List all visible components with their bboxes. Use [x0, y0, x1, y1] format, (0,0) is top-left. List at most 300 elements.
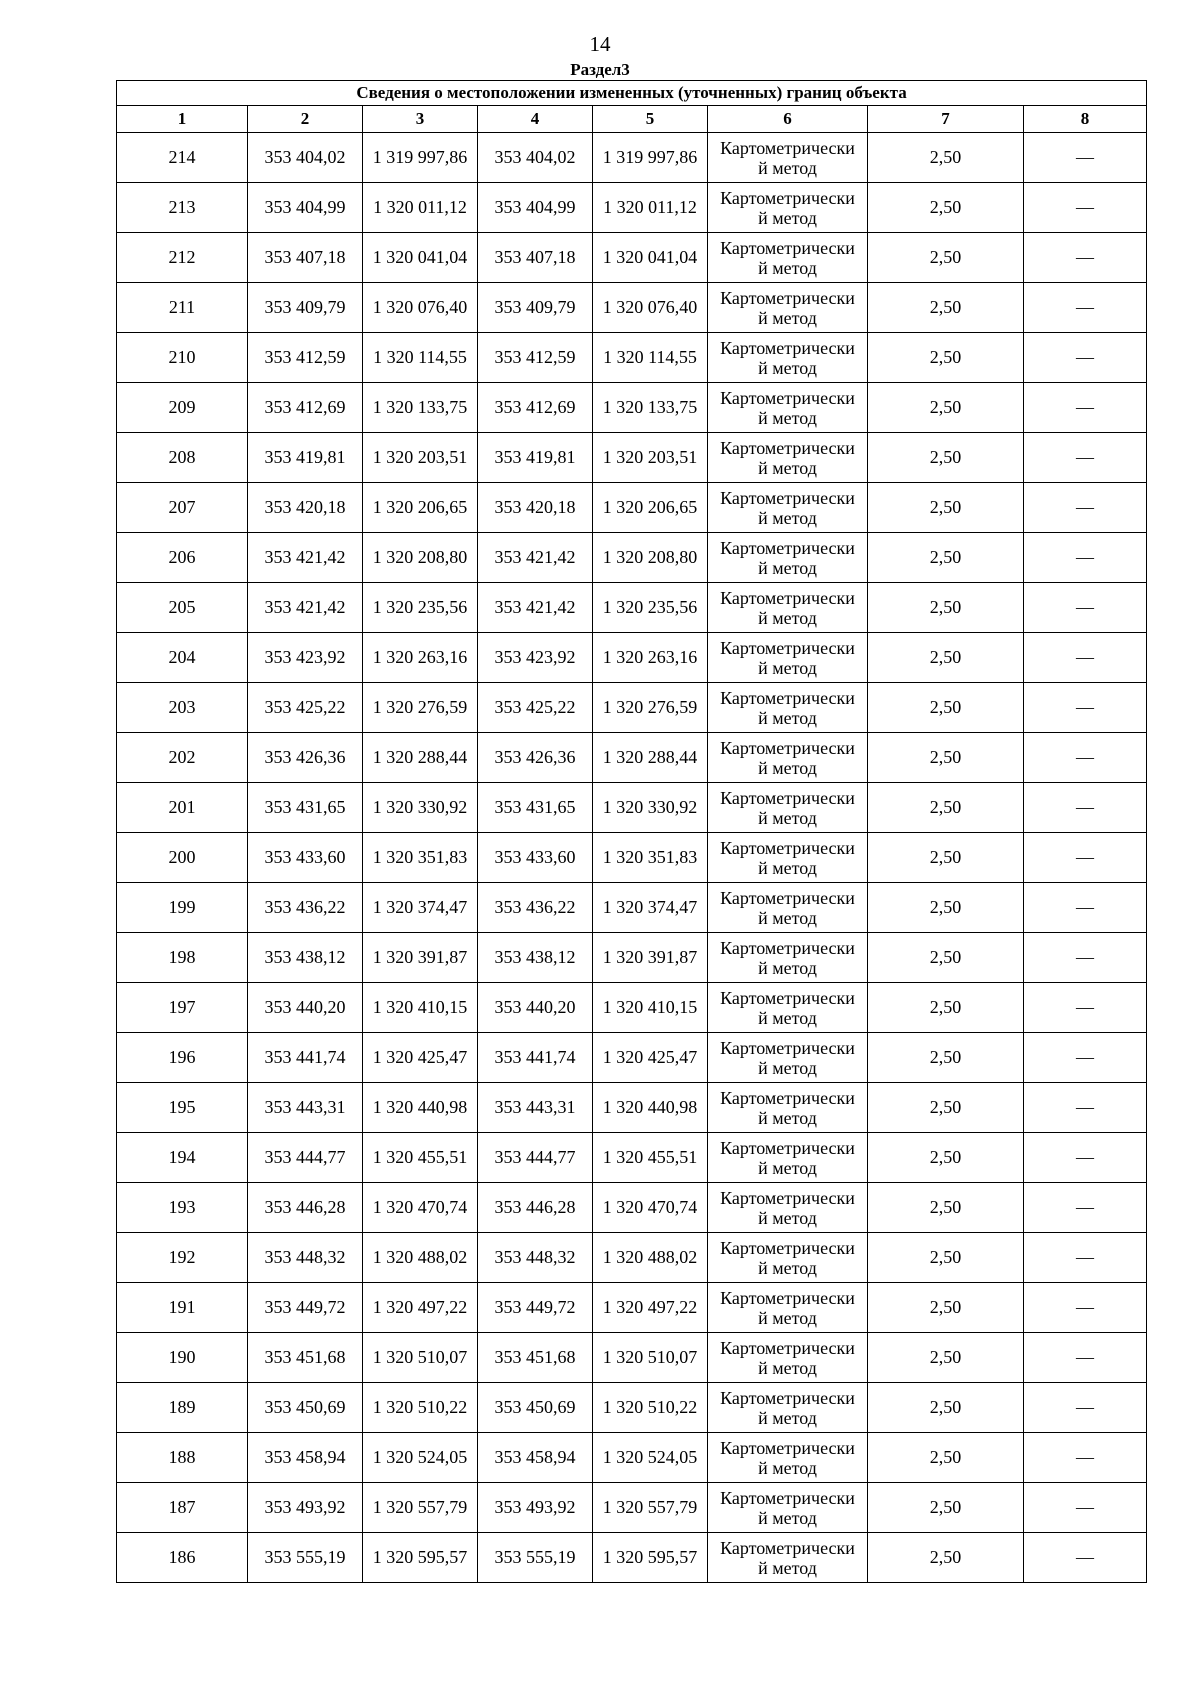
cell-y-new: 1 320 114,55 — [593, 333, 708, 383]
column-header: 3 — [363, 106, 478, 133]
cell-y-new: 1 319 997,86 — [593, 133, 708, 183]
cell-dash: — — [1024, 483, 1147, 533]
cell-x-new: 353 412,59 — [478, 333, 593, 383]
cell-y-new: 1 320 497,22 — [593, 1283, 708, 1333]
cell-method — [708, 483, 868, 533]
cell-y-old: 1 320 374,47 — [363, 883, 478, 933]
cell-y-new: 1 320 288,44 — [593, 733, 708, 783]
method-line-2: й метод — [758, 1107, 817, 1128]
cell-y-old: 1 320 206,65 — [363, 483, 478, 533]
cell-x-old: 353 448,32 — [248, 1233, 363, 1283]
cell-method — [708, 933, 868, 983]
method-line-2: й метод — [758, 407, 817, 428]
cell-dash: — — [1024, 733, 1147, 783]
table-row — [117, 1433, 1147, 1483]
cell-x-old: 353 441,74 — [248, 1033, 363, 1083]
method-line-1: Картометрически — [720, 737, 855, 758]
cell-y-old: 1 320 235,56 — [363, 583, 478, 633]
cell-method — [708, 1433, 868, 1483]
cell-y-new: 1 320 488,02 — [593, 1233, 708, 1283]
method-line-1: Картометрически — [720, 487, 855, 508]
cell-x-new: 353 449,72 — [478, 1283, 593, 1333]
cell-x-old: 353 421,42 — [248, 533, 363, 583]
cell-x-new: 353 409,79 — [478, 283, 593, 333]
cell-dash: — — [1024, 1033, 1147, 1083]
cell-accuracy: 2,50 — [868, 1183, 1024, 1233]
cell-point-number: 186 — [117, 1533, 248, 1583]
cell-y-old: 1 320 041,04 — [363, 233, 478, 283]
cell-x-old: 353 443,31 — [248, 1083, 363, 1133]
cell-accuracy: 2,50 — [868, 1383, 1024, 1433]
cell-y-new: 1 320 391,87 — [593, 933, 708, 983]
cell-accuracy: 2,50 — [868, 1133, 1024, 1183]
cell-method — [708, 1083, 868, 1133]
cell-method — [708, 1033, 868, 1083]
method-line-2: й метод — [758, 607, 817, 628]
cell-x-old: 353 446,28 — [248, 1183, 363, 1233]
cell-y-old: 1 320 440,98 — [363, 1083, 478, 1133]
table-row — [117, 1183, 1147, 1233]
cell-method — [708, 833, 868, 883]
table-title-row — [117, 81, 1147, 106]
table-row — [117, 533, 1147, 583]
method-line-2: й метод — [758, 357, 817, 378]
table-row — [117, 1383, 1147, 1433]
table-row — [117, 283, 1147, 333]
cell-method — [708, 683, 868, 733]
cell-x-new: 353 420,18 — [478, 483, 593, 533]
cell-y-old: 1 320 455,51 — [363, 1133, 478, 1183]
cell-x-new: 353 440,20 — [478, 983, 593, 1033]
cell-point-number: 210 — [117, 333, 248, 383]
method-line-2: й метод — [758, 457, 817, 478]
cell-accuracy: 2,50 — [868, 533, 1024, 583]
method-line-1: Картометрически — [720, 887, 855, 908]
cell-y-old: 1 320 011,12 — [363, 183, 478, 233]
cell-x-old: 353 440,20 — [248, 983, 363, 1033]
table-row — [117, 233, 1147, 283]
cell-dash: — — [1024, 633, 1147, 683]
cell-accuracy: 2,50 — [868, 633, 1024, 683]
cell-x-old: 353 404,02 — [248, 133, 363, 183]
cell-x-new: 353 421,42 — [478, 583, 593, 633]
cell-method — [708, 1183, 868, 1233]
cell-x-old: 353 421,42 — [248, 583, 363, 633]
column-header: 4 — [478, 106, 593, 133]
method-line-1: Картометрически — [720, 987, 855, 1008]
cell-point-number: 187 — [117, 1483, 248, 1533]
cell-x-new: 353 423,92 — [478, 633, 593, 683]
cell-dash: — — [1024, 233, 1147, 283]
cell-method — [708, 333, 868, 383]
cell-x-new: 353 444,77 — [478, 1133, 593, 1183]
cell-point-number: 196 — [117, 1033, 248, 1083]
method-line-2: й метод — [758, 1457, 817, 1478]
method-line-2: й метод — [758, 1157, 817, 1178]
cell-dash: — — [1024, 183, 1147, 233]
cell-method — [708, 1233, 868, 1283]
cell-point-number: 207 — [117, 483, 248, 533]
method-line-2: й метод — [758, 207, 817, 228]
cell-x-old: 353 425,22 — [248, 683, 363, 733]
method-line-2: й метод — [758, 707, 817, 728]
cell-x-new: 353 441,74 — [478, 1033, 593, 1083]
method-line-2: й метод — [758, 757, 817, 778]
cell-accuracy: 2,50 — [868, 383, 1024, 433]
cell-accuracy: 2,50 — [868, 483, 1024, 533]
method-line-2: й метод — [758, 657, 817, 678]
column-header: 8 — [1024, 106, 1147, 133]
cell-y-old: 1 319 997,86 — [363, 133, 478, 183]
method-line-2: й метод — [758, 507, 817, 528]
cell-point-number: 191 — [117, 1283, 248, 1333]
cell-dash: — — [1024, 933, 1147, 983]
cell-point-number: 203 — [117, 683, 248, 733]
table-row — [117, 1483, 1147, 1533]
method-line-1: Картометрически — [720, 1087, 855, 1108]
table-row — [117, 1333, 1147, 1383]
cell-point-number: 192 — [117, 1233, 248, 1283]
method-line-2: й метод — [758, 807, 817, 828]
method-line-1: Картометрически — [720, 537, 855, 558]
method-line-1: Картометрически — [720, 1237, 855, 1258]
cell-y-new: 1 320 203,51 — [593, 433, 708, 483]
method-line-1: Картометрически — [720, 387, 855, 408]
cell-y-new: 1 320 595,57 — [593, 1533, 708, 1583]
method-line-2: й метод — [758, 1307, 817, 1328]
cell-method — [708, 783, 868, 833]
cell-dash: — — [1024, 333, 1147, 383]
cell-method — [708, 233, 868, 283]
cell-accuracy: 2,50 — [868, 1483, 1024, 1533]
cell-point-number: 190 — [117, 1333, 248, 1383]
cell-x-old: 353 493,92 — [248, 1483, 363, 1533]
table-row — [117, 833, 1147, 883]
cell-y-new: 1 320 351,83 — [593, 833, 708, 883]
method-line-1: Картометрически — [720, 437, 855, 458]
cell-y-old: 1 320 330,92 — [363, 783, 478, 833]
cell-y-old: 1 320 203,51 — [363, 433, 478, 483]
cell-point-number: 199 — [117, 883, 248, 933]
table-row — [117, 1083, 1147, 1133]
cell-method — [708, 1483, 868, 1533]
method-line-1: Картометрически — [720, 687, 855, 708]
table-row — [117, 483, 1147, 533]
cell-dash: — — [1024, 1083, 1147, 1133]
cell-x-new: 353 419,81 — [478, 433, 593, 483]
method-line-1: Картометрически — [720, 1287, 855, 1308]
method-line-2: й метод — [758, 1207, 817, 1228]
cell-accuracy: 2,50 — [868, 983, 1024, 1033]
cell-accuracy: 2,50 — [868, 1083, 1024, 1133]
cell-x-old: 353 438,12 — [248, 933, 363, 983]
cell-x-new: 353 431,65 — [478, 783, 593, 833]
cell-method — [708, 1283, 868, 1333]
column-header: 1 — [117, 106, 248, 133]
table-row — [117, 883, 1147, 933]
cell-y-new: 1 320 510,22 — [593, 1383, 708, 1433]
cell-y-new: 1 320 510,07 — [593, 1333, 708, 1383]
cell-y-new: 1 320 557,79 — [593, 1483, 708, 1533]
cell-accuracy: 2,50 — [868, 933, 1024, 983]
cell-x-new: 353 448,32 — [478, 1233, 593, 1283]
cell-x-old: 353 451,68 — [248, 1333, 363, 1383]
cell-x-old: 353 433,60 — [248, 833, 363, 883]
table-row — [117, 1133, 1147, 1183]
cell-method — [708, 533, 868, 583]
cell-method — [708, 883, 868, 933]
cell-x-new: 353 404,99 — [478, 183, 593, 233]
cell-dash: — — [1024, 583, 1147, 633]
cell-x-new: 353 425,22 — [478, 683, 593, 733]
table-row — [117, 983, 1147, 1033]
cell-method — [708, 133, 868, 183]
cell-accuracy: 2,50 — [868, 233, 1024, 283]
cell-accuracy: 2,50 — [868, 183, 1024, 233]
cell-x-new: 353 555,19 — [478, 1533, 593, 1583]
method-line-2: й метод — [758, 257, 817, 278]
cell-dash: — — [1024, 983, 1147, 1033]
table-title: Сведения о местоположении измененных (уточненных) границ объекта — [117, 81, 1147, 106]
cell-y-old: 1 320 425,47 — [363, 1033, 478, 1083]
cell-x-new: 353 404,02 — [478, 133, 593, 183]
cell-x-old: 353 420,18 — [248, 483, 363, 533]
cell-x-new: 353 493,92 — [478, 1483, 593, 1533]
cell-y-new: 1 320 410,15 — [593, 983, 708, 1033]
cell-dash: — — [1024, 1283, 1147, 1333]
cell-y-new: 1 320 276,59 — [593, 683, 708, 733]
cell-accuracy: 2,50 — [868, 333, 1024, 383]
cell-x-old: 353 404,99 — [248, 183, 363, 233]
cell-dash: — — [1024, 283, 1147, 333]
table-row — [117, 933, 1147, 983]
cell-y-old: 1 320 076,40 — [363, 283, 478, 333]
table-row — [117, 633, 1147, 683]
method-line-1: Картометрически — [720, 1437, 855, 1458]
cell-dash: — — [1024, 783, 1147, 833]
column-header: 6 — [708, 106, 868, 133]
cell-y-new: 1 320 208,80 — [593, 533, 708, 583]
table-row — [117, 733, 1147, 783]
cell-point-number: 194 — [117, 1133, 248, 1183]
cell-y-old: 1 320 497,22 — [363, 1283, 478, 1333]
cell-y-old: 1 320 410,15 — [363, 983, 478, 1033]
cell-x-old: 353 555,19 — [248, 1533, 363, 1583]
cell-x-new: 353 446,28 — [478, 1183, 593, 1233]
cell-accuracy: 2,50 — [868, 683, 1024, 733]
cell-dash: — — [1024, 383, 1147, 433]
method-line-2: й метод — [758, 1257, 817, 1278]
cell-accuracy: 2,50 — [868, 1033, 1024, 1083]
cell-point-number: 193 — [117, 1183, 248, 1233]
method-line-2: й метод — [758, 557, 817, 578]
cell-dash: — — [1024, 1433, 1147, 1483]
table-header-row — [117, 106, 1147, 133]
table-row — [117, 333, 1147, 383]
cell-x-old: 353 419,81 — [248, 433, 363, 483]
cell-x-old: 353 412,69 — [248, 383, 363, 433]
cell-dash: — — [1024, 1133, 1147, 1183]
cell-y-new: 1 320 425,47 — [593, 1033, 708, 1083]
cell-x-old: 353 407,18 — [248, 233, 363, 283]
cell-point-number: 201 — [117, 783, 248, 833]
cell-x-new: 353 458,94 — [478, 1433, 593, 1483]
cell-method — [708, 1383, 868, 1433]
cell-accuracy: 2,50 — [868, 283, 1024, 333]
cell-x-new: 353 450,69 — [478, 1383, 593, 1433]
cell-method — [708, 283, 868, 333]
cell-point-number: 200 — [117, 833, 248, 883]
cell-y-old: 1 320 288,44 — [363, 733, 478, 783]
cell-dash: — — [1024, 1183, 1147, 1233]
method-line-1: Картометрически — [720, 1137, 855, 1158]
cell-dash: — — [1024, 133, 1147, 183]
cell-x-new: 353 426,36 — [478, 733, 593, 783]
method-line-2: й метод — [758, 957, 817, 978]
cell-dash: — — [1024, 1483, 1147, 1533]
method-line-2: й метод — [758, 1057, 817, 1078]
cell-point-number: 188 — [117, 1433, 248, 1483]
cell-dash: — — [1024, 833, 1147, 883]
cell-point-number: 211 — [117, 283, 248, 333]
method-line-1: Картометрически — [720, 1337, 855, 1358]
cell-y-old: 1 320 524,05 — [363, 1433, 478, 1483]
cell-y-new: 1 320 041,04 — [593, 233, 708, 283]
cell-accuracy: 2,50 — [868, 783, 1024, 833]
cell-method — [708, 733, 868, 783]
cell-y-old: 1 320 488,02 — [363, 1233, 478, 1283]
cell-accuracy: 2,50 — [868, 1233, 1024, 1283]
cell-x-new: 353 412,69 — [478, 383, 593, 433]
cell-y-new: 1 320 263,16 — [593, 633, 708, 683]
page-number: 14 — [589, 32, 611, 56]
table-row — [117, 433, 1147, 483]
cell-method — [708, 1333, 868, 1383]
method-line-1: Картометрически — [720, 587, 855, 608]
cell-x-old: 353 449,72 — [248, 1283, 363, 1333]
cell-dash: — — [1024, 1233, 1147, 1283]
method-line-2: й метод — [758, 307, 817, 328]
cell-point-number: 204 — [117, 633, 248, 683]
cell-y-new: 1 320 374,47 — [593, 883, 708, 933]
section-title: Раздел3 — [570, 60, 630, 79]
cell-point-number: 206 — [117, 533, 248, 583]
method-line-2: й метод — [758, 1507, 817, 1528]
method-line-1: Картометрически — [720, 237, 855, 258]
method-line-1: Картометрически — [720, 1387, 855, 1408]
cell-dash: — — [1024, 883, 1147, 933]
method-line-2: й метод — [758, 1557, 817, 1578]
method-line-2: й метод — [758, 157, 817, 178]
cell-y-old: 1 320 208,80 — [363, 533, 478, 583]
cell-method — [708, 1533, 868, 1583]
cell-accuracy: 2,50 — [868, 1333, 1024, 1383]
cell-y-new: 1 320 330,92 — [593, 783, 708, 833]
cell-x-new: 353 451,68 — [478, 1333, 593, 1383]
cell-x-new: 353 443,31 — [478, 1083, 593, 1133]
cell-point-number: 195 — [117, 1083, 248, 1133]
cell-y-new: 1 320 440,98 — [593, 1083, 708, 1133]
cell-y-old: 1 320 470,74 — [363, 1183, 478, 1233]
table-row — [117, 583, 1147, 633]
method-line-1: Картометрически — [720, 637, 855, 658]
cell-dash: — — [1024, 433, 1147, 483]
cell-point-number: 209 — [117, 383, 248, 433]
method-line-1: Картометрически — [720, 1487, 855, 1508]
table-row — [117, 1533, 1147, 1583]
cell-x-new: 353 436,22 — [478, 883, 593, 933]
column-header: 7 — [868, 106, 1024, 133]
method-line-1: Картометрически — [720, 337, 855, 358]
cell-y-new: 1 320 455,51 — [593, 1133, 708, 1183]
cell-accuracy: 2,50 — [868, 1533, 1024, 1583]
cell-y-new: 1 320 133,75 — [593, 383, 708, 433]
cell-x-old: 353 423,92 — [248, 633, 363, 683]
column-header: 5 — [593, 106, 708, 133]
cell-x-old: 353 458,94 — [248, 1433, 363, 1483]
cell-point-number: 198 — [117, 933, 248, 983]
cell-y-new: 1 320 076,40 — [593, 283, 708, 333]
cell-point-number: 208 — [117, 433, 248, 483]
cell-x-new: 353 407,18 — [478, 233, 593, 283]
cell-x-old: 353 409,79 — [248, 283, 363, 333]
cell-x-new: 353 438,12 — [478, 933, 593, 983]
method-line-1: Картометрически — [720, 187, 855, 208]
cell-accuracy: 2,50 — [868, 433, 1024, 483]
cell-x-old: 353 436,22 — [248, 883, 363, 933]
cell-y-new: 1 320 235,56 — [593, 583, 708, 633]
cell-method — [708, 383, 868, 433]
table-row — [117, 133, 1147, 183]
cell-method — [708, 983, 868, 1033]
method-line-1: Картометрически — [720, 137, 855, 158]
cell-method — [708, 183, 868, 233]
cell-y-old: 1 320 557,79 — [363, 1483, 478, 1533]
cell-dash: — — [1024, 533, 1147, 583]
cell-point-number: 197 — [117, 983, 248, 1033]
cell-x-new: 353 433,60 — [478, 833, 593, 883]
table-row — [117, 783, 1147, 833]
cell-method — [708, 433, 868, 483]
column-header: 2 — [248, 106, 363, 133]
cell-y-old: 1 320 114,55 — [363, 333, 478, 383]
method-line-1: Картометрически — [720, 787, 855, 808]
cell-y-new: 1 320 524,05 — [593, 1433, 708, 1483]
coordinates-table — [116, 80, 1147, 1583]
cell-x-old: 353 450,69 — [248, 1383, 363, 1433]
cell-x-old: 353 431,65 — [248, 783, 363, 833]
cell-accuracy: 2,50 — [868, 833, 1024, 883]
cell-accuracy: 2,50 — [868, 133, 1024, 183]
cell-point-number: 212 — [117, 233, 248, 283]
cell-method — [708, 1133, 868, 1183]
cell-accuracy: 2,50 — [868, 733, 1024, 783]
cell-y-old: 1 320 133,75 — [363, 383, 478, 433]
method-line-1: Картометрически — [720, 287, 855, 308]
table-row — [117, 1233, 1147, 1283]
cell-accuracy: 2,50 — [868, 583, 1024, 633]
table-row — [117, 1283, 1147, 1333]
cell-method — [708, 583, 868, 633]
cell-y-old: 1 320 510,07 — [363, 1333, 478, 1383]
cell-y-old: 1 320 595,57 — [363, 1533, 478, 1583]
cell-dash: — — [1024, 1333, 1147, 1383]
cell-accuracy: 2,50 — [868, 1283, 1024, 1333]
cell-point-number: 205 — [117, 583, 248, 633]
cell-x-new: 353 421,42 — [478, 533, 593, 583]
method-line-1: Картометрически — [720, 1537, 855, 1558]
method-line-2: й метод — [758, 1357, 817, 1378]
